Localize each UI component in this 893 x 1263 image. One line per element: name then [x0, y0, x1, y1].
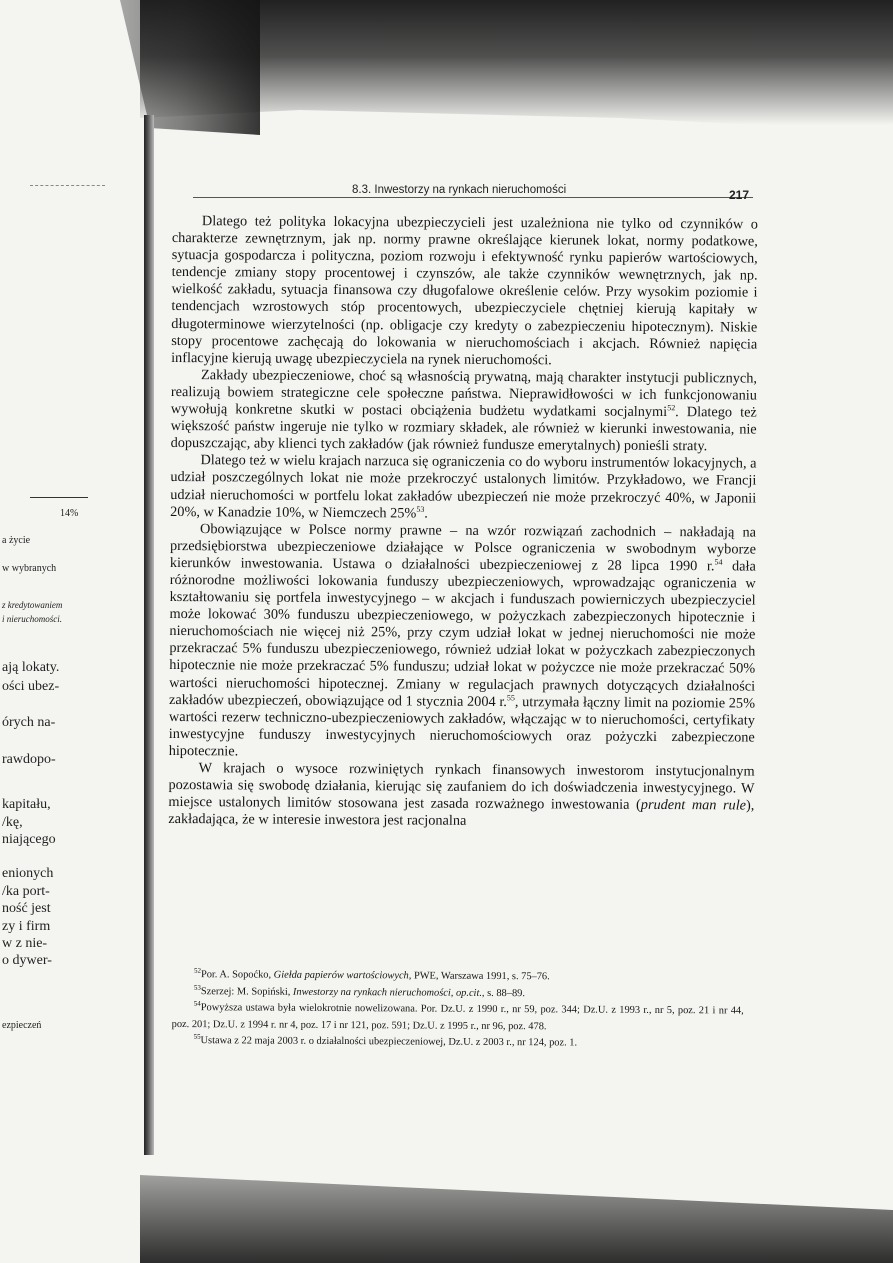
adjacent-fragment: niającego — [2, 832, 56, 847]
book-spine — [144, 115, 154, 1155]
running-header-rule — [193, 197, 753, 198]
paragraph: Obowiązujące w Polsce normy prawne – na wzór rozwiązań zachodnich – nakładają na przedsiębiorstwa ubezpieczeniowe działające w Polsce ograniczenia w swobodnym wyborze kierunków inwestowania. Ustawa o działalności ubezpieczeniowej z 28 lipca 1990 r.$^{54}$ dała różnorodne możliwości lokowania funduszy ubezpieczeniowych, wprowadzając ograniczenia w kształtowaniu się portfela inwestycyjnego – w akcjach i funduszach powierniczych ubezpieczyciel może lokować 30% funduszu ubezpieczeniowego, w pożyczkach zabezpieczonych hipotecznie i nieruchomościach nie więcej niż 25%, przy czym udział lokat w jednej nieruchomości nie może przekraczać 5% funduszu ubezpieczeniowego, również udział lokat w pożyczkach zabezpieczonych hipotecznie nie może przekraczać 5% funduszu; udział lokat w pożyczce nie może przekraczać 50% wartości nieruchomości hipotecznej. Zmiany w regulacjach prawnych dotyczących działalności zakładów ubezpieczeń, obowiązujące od 1 stycznia 2004 r.$^{55}$, utrzymała łączny limit na poziomie 25% wartości rezerw techniczno-ubezpieczeniowych zakładów, włączając w to nieruchomości, certyfikaty inwestycyjne funduszy inwestycyjnych nieruchomościowych oraz pożyczki zabezpieczone hipotecznie. — [168, 520, 757, 760]
adjacent-fragment: órych na- — [2, 715, 56, 730]
adjacent-fragment: kapitału, — [2, 797, 51, 812]
adjacent-fragment: ezpieczeń — [2, 1020, 42, 1031]
adjacent-fragment: o dywer- — [2, 953, 52, 968]
body-text — [168, 213, 758, 832]
adjacent-fragment: zy i firm — [2, 919, 51, 934]
adjacent-fragment: enionych — [2, 866, 54, 881]
footnote-ref: 53 — [416, 504, 425, 514]
adjacent-fragment: /ka port- — [2, 884, 50, 899]
adjacent-fragment: w wybranych — [2, 563, 57, 574]
adjacent-fragment: /kę, — [2, 815, 23, 830]
footnotes — [171, 967, 743, 1053]
footnote: $^{54}$Powyższa ustawa była wielokrotnie nowelizowana. Por. Dz.U. z 1990 r., nr 59, poz. 344; Dz.U. z 1993 r., nr 5, poz. 21 i nr 44, poz. 201; Dz.U. z 1994 r. nr 4, poz. 17 i nr 121, poz. 591; Dz.U. z 1995 r., nr 96, poz. 478. — [171, 999, 744, 1032]
adjacent-fragment: ność jest — [2, 901, 51, 916]
adjacent-header-rule — [30, 185, 105, 186]
footnote-ref: 55 — [506, 692, 515, 702]
adjacent-fragment: w z nie- — [2, 936, 48, 951]
paragraph: Zakłady ubezpieczeniowe, choć są własnością prywatną, mają charakter instytucji publicznych, realizują bowiem strategiczne cele społeczne państwa. Nieprawidłowości w ich funkcjonowaniu wywołują konkretne skutki w postaci obciążenia budżetu wydatkami socjalnymi$^{52}$. Dlatego też większość państw ingeruje nie tylko w rozmiary składek, ale również w kierunki inwestowania, nie dopuszczając, aby klienci tych zakładów (jak również fundusze emerytalnych) ponieśli straty. — [170, 367, 758, 455]
adjacent-percent: 14% — [60, 508, 79, 519]
adjacent-fragment: ości ubez- — [2, 679, 60, 694]
adjacent-fragment: ają lokaty. — [2, 660, 60, 675]
adjacent-fragment: a życie — [2, 535, 31, 546]
adjacent-page-fragments — [0, 0, 140, 1263]
paragraph: W krajach o wysoce rozwiniętych rynkach finansowych inwestorom instytucjonalnym pozostawia się swobodę działania, kierując się zaufaniem do ich doświadczenia inwestycyjnego. W miejsce ustalonych limitów stosowana jest zasada rozważnego inwestowania (prudent man rule), zakładająca, że w interesie inwestora jest racjonalna — [168, 760, 755, 830]
footnote-ref: 54 — [714, 557, 723, 567]
page-number: 217 — [729, 188, 750, 202]
emphasis: prudent man rule — [640, 797, 747, 814]
footnote: $^{55}$Ustawa z 22 maja 2003 r. o działalności ubezpieczeniowej, Dz.U. z 2003 r., nr 124, poz. 1. — [193, 1032, 578, 1049]
adjacent-fragment: i nieruchomości. — [2, 614, 62, 624]
footnote: $^{53}$Szerzej: M. Sopiński, Inwestorzy na rynkach nieruchomości, op.cit., s. 88–89. — [193, 983, 525, 999]
paragraph: Dlatego też polityka lokacyjna ubezpieczycieli jest uzależniona nie tylko od czynników o charakterze zewnętrznym, jak np. normy prawne określające kierunek lokat, normy podatkowe, sytuacja gospodarcza i polityczna, poziom rozwoju i efektywność rynku papierów wartościowych, tendencje zmiany stopy procentowej i czynszów, ale także czynników wewnętrznych, jak np. wielkość zakładu, sytuacja finansowa czy długofalowe określenie celów. Przy wysokim poziomie i tendencjach wzrostowych stóp procentowych, ubezpieczyciele chętniej kierują kapitały w długoterminowe wierzytelności (np. obligacje czy kredyty o zabezpieczeniu hipotecznym). Niskie stopy procentowe zachęcają do lokowania w nieruchomościach i akcjach. Również napięcia inflacyjne kierują uwagę ubezpieczyciela na rynek nieruchomości. — [171, 213, 758, 369]
running-header-title: 8.3. Inwestorzy na rynkach nieruchomości — [352, 184, 567, 196]
adjacent-fragment: z kredytowaniem — [2, 600, 63, 610]
adjacent-chart-line — [30, 497, 88, 498]
paragraph: Dlatego też w wielu krajach narzuca się ograniczenia co do wyboru instrumentów lokacyjnych, a udział poszczególnych lokat nie może przekroczyć ustalonych limitów. Przykładowo, we Francji udział nieruchomości w portfelu lokat zakładów ubezpieczeń nie może przekroczyć 40%, w Japonii 20%, w Kanadzie 10%, w Niemczech 25%$^{53}$. — [170, 452, 757, 522]
footnote: $^{52}$Por. A. Sopoćko, Giełda papierów wartościowych, PWE, Warszawa 1991, s. 75–76. — [193, 966, 550, 983]
footnote-ref: 52 — [667, 403, 676, 413]
adjacent-fragment: rawdopo- — [2, 752, 56, 767]
